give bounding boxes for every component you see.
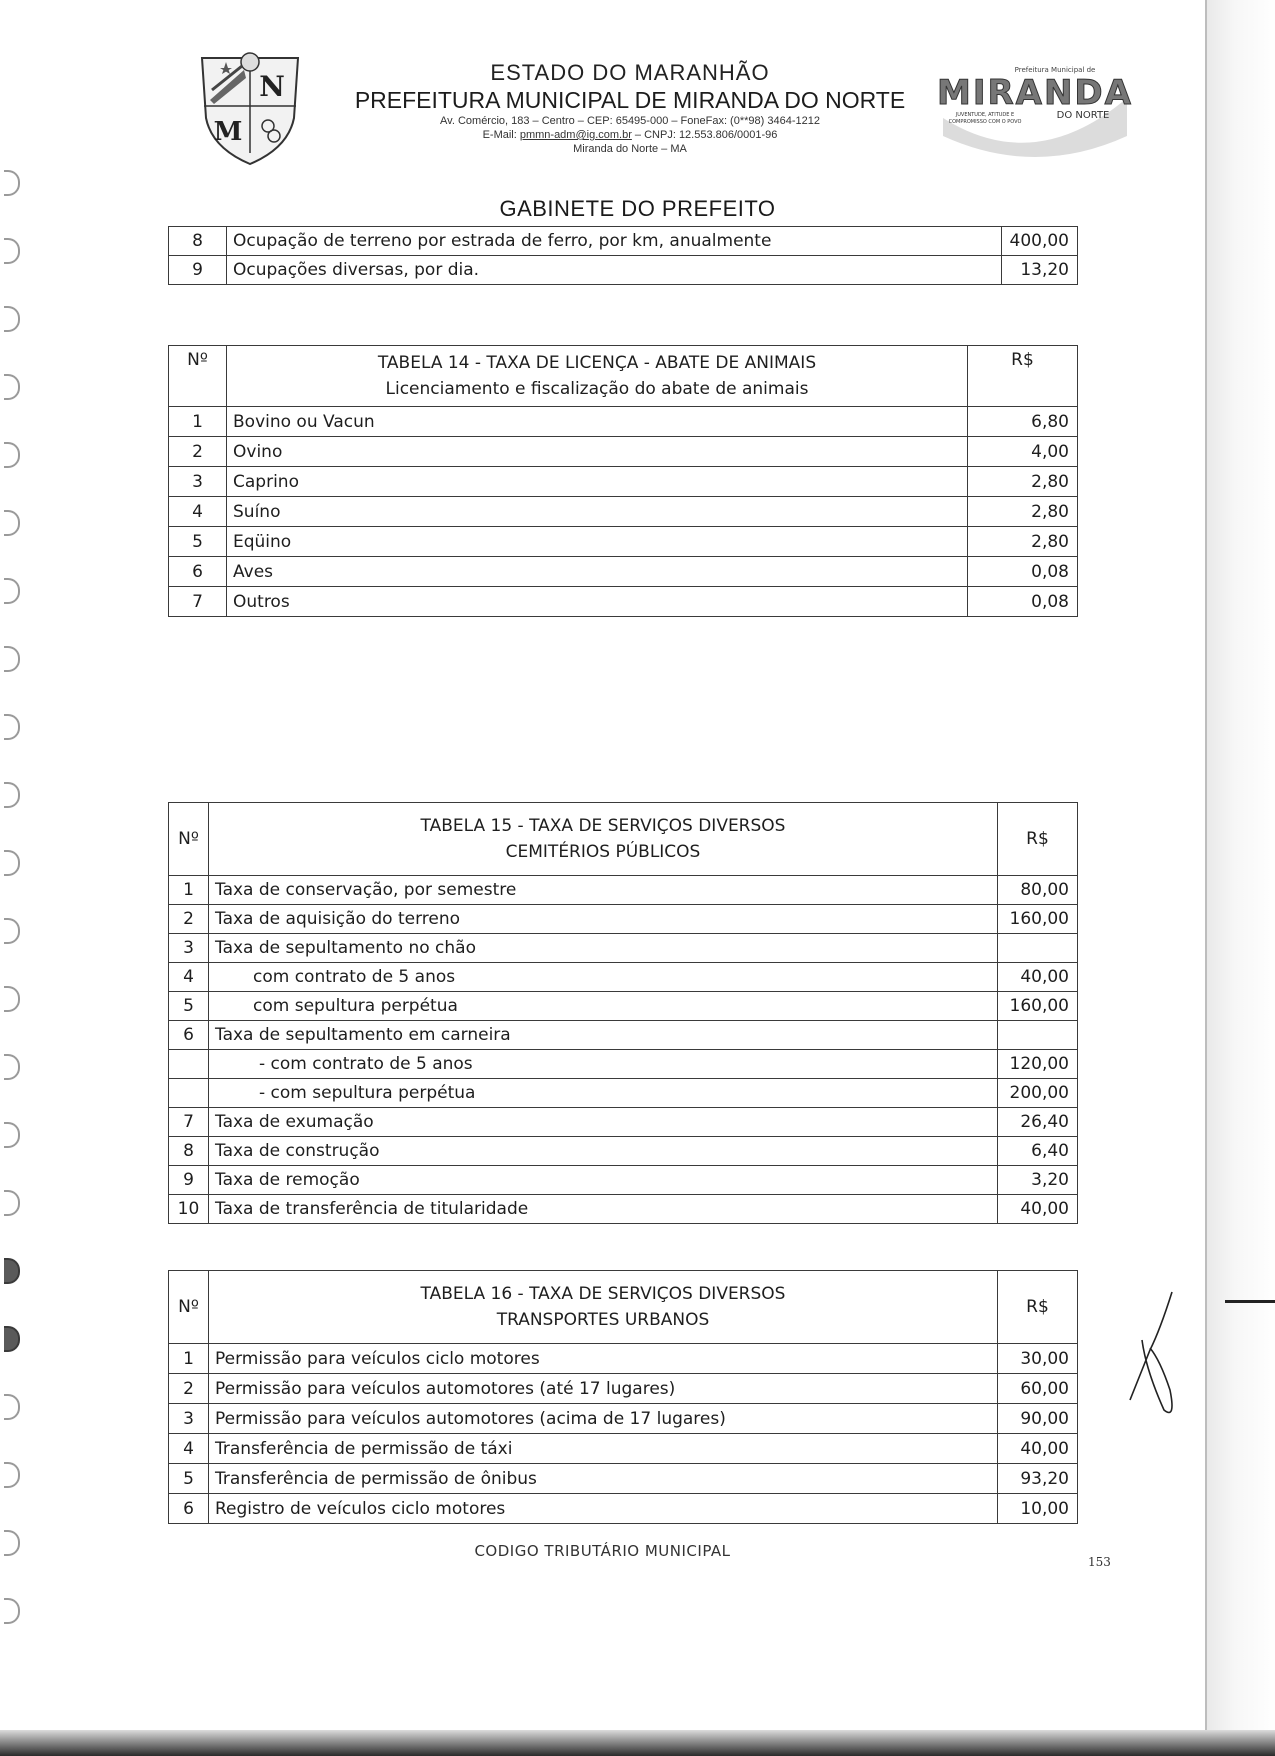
row-description: com sepultura perpétua [209, 992, 998, 1021]
row-number: 4 [169, 497, 227, 527]
row-number: 2 [169, 437, 227, 467]
row-description: Taxa de construção [209, 1137, 998, 1166]
row-number: 9 [169, 1166, 209, 1195]
table-row [169, 1166, 1078, 1195]
table-row [169, 1464, 1078, 1494]
row-description: Registro de veículos ciclo motores [209, 1494, 998, 1524]
row-description: Taxa de exumação [209, 1108, 998, 1137]
table-15-col-num: Nº [169, 803, 209, 876]
row-description: Permissão para veículos ciclo motores [209, 1344, 998, 1374]
row-value: 93,20 [998, 1464, 1078, 1494]
binding-ring [4, 578, 20, 604]
table-row [169, 905, 1078, 934]
row-description: com contrato de 5 anos [209, 963, 998, 992]
email-link[interactable]: pmmn-adm@ig.com.br [519, 129, 632, 141]
row-value [998, 934, 1078, 963]
table-row [169, 1434, 1078, 1464]
svg-text:JUVENTUDE, ATITUDE E: JUVENTUDE, ATITUDE E [955, 112, 1015, 118]
row-number: 5 [169, 1464, 209, 1494]
margin-mark [1225, 1300, 1275, 1303]
row-number: 6 [169, 557, 227, 587]
row-description: Aves [227, 557, 968, 587]
table-16-title: TABELA 16 - TAXA DE SERVIÇOS DIVERSOS [420, 1284, 786, 1304]
row-number: 3 [169, 934, 209, 963]
table-row [169, 1344, 1078, 1374]
table-14-subtitle: Licenciamento e fiscalização do abate de animais [385, 379, 809, 399]
svg-text:M: M [213, 117, 243, 147]
row-value: 30,00 [998, 1344, 1078, 1374]
binding-ring [4, 1258, 20, 1284]
table-row [169, 227, 1078, 256]
row-number: 8 [169, 1137, 209, 1166]
row-number: 2 [169, 905, 209, 934]
table-row [169, 1021, 1078, 1050]
prefecture-name: PREFEITURA MUNICIPAL DE MIRANDA DO NORTE [354, 87, 906, 113]
row-description: - com sepultura perpétua [209, 1079, 998, 1108]
row-description: Taxa de conservação, por semestre [209, 876, 998, 905]
binding-ring [4, 1190, 20, 1216]
row-value: 0,08 [968, 587, 1078, 617]
table-14-title: TABELA 14 - TAXA DE LICENÇA - ABATE DE ANIMAIS [377, 353, 817, 373]
table-14-title-cell [227, 346, 968, 407]
table-15-col-value: R$ [998, 803, 1078, 876]
table-row [169, 557, 1078, 587]
binding-ring [4, 714, 20, 740]
row-description: Transferência de permissão de táxi [209, 1434, 998, 1464]
table-row [169, 1404, 1078, 1434]
document-footer: CODIGO TRIBUTÁRIO MUNICIPAL [474, 1542, 731, 1560]
row-number: 6 [169, 1021, 209, 1050]
row-number: 1 [169, 407, 227, 437]
row-description: Taxa de transferência de titularidade [209, 1195, 998, 1224]
row-number: 4 [169, 963, 209, 992]
row-description: Permissão para veículos automotores (até 17 lugares) [209, 1374, 998, 1404]
table-row [169, 876, 1078, 905]
row-number: 1 [169, 1344, 209, 1374]
row-description: Taxa de sepultamento no chão [209, 934, 998, 963]
row-number: 8 [169, 227, 227, 256]
table-row [169, 437, 1078, 467]
svg-text:MIRANDA: MIRANDA [937, 73, 1133, 113]
table-row [169, 467, 1078, 497]
row-value [998, 1021, 1078, 1050]
table-15-title: TABELA 15 - TAXA DE SERVIÇOS DIVERSOS [420, 816, 786, 836]
row-number: 5 [169, 992, 209, 1021]
binding-ring [4, 306, 20, 332]
table-16 [168, 1270, 1078, 1524]
table-16-col-value: R$ [998, 1271, 1078, 1344]
row-value: 160,00 [998, 992, 1078, 1021]
table-16-title-cell [209, 1271, 998, 1344]
svg-text:N: N [259, 70, 285, 103]
row-value: 2,80 [968, 527, 1078, 557]
row-description: Eqüino [227, 527, 968, 557]
svg-text:DO NORTE: DO NORTE [1056, 110, 1110, 121]
binding-ring [4, 1462, 20, 1488]
row-value: 10,00 [998, 1494, 1078, 1524]
row-description: Bovino ou Vacun [227, 407, 968, 437]
state-name: ESTADO DO MARANHÃO [490, 60, 770, 85]
row-description: Outros [227, 587, 968, 617]
binding-ring [4, 238, 20, 264]
row-description: - com contrato de 5 anos [209, 1050, 998, 1079]
row-description: Transferência de permissão de ônibus [209, 1464, 998, 1494]
table-row [169, 497, 1078, 527]
table-row [169, 1374, 1078, 1404]
table-row [169, 587, 1078, 617]
binding-ring [4, 510, 20, 536]
binding-ring [4, 1326, 20, 1352]
row-number [169, 1050, 209, 1079]
row-value: 80,00 [998, 876, 1078, 905]
binding-ring [4, 646, 20, 672]
row-value: 2,80 [968, 467, 1078, 497]
table-row [169, 1108, 1078, 1137]
row-description: Ovino [227, 437, 968, 467]
row-value: 400,00 [1002, 227, 1078, 256]
svg-text:COMPROMISSO COM O POVO: COMPROMISSO COM O POVO [948, 119, 1022, 125]
row-number: 3 [169, 467, 227, 497]
page-edge [1205, 0, 1275, 1756]
table-row [169, 1079, 1078, 1108]
row-value: 0,08 [968, 557, 1078, 587]
row-value: 3,20 [998, 1166, 1078, 1195]
row-number: 2 [169, 1374, 209, 1404]
table-15-subtitle: CEMITÉRIOS PÚBLICOS [505, 842, 701, 862]
binding-ring [4, 1122, 20, 1148]
table-16-col-num: Nº [169, 1271, 209, 1344]
contact-line [320, 128, 940, 142]
row-value: 4,00 [968, 437, 1078, 467]
row-value: 26,40 [998, 1108, 1078, 1137]
table-14-col-num: Nº [169, 346, 227, 407]
table-15 [168, 802, 1078, 1224]
page-number: 153 [1088, 1555, 1111, 1569]
binding-ring [4, 374, 20, 400]
row-description: Taxa de aquisição do terreno [209, 905, 998, 934]
svg-text:Prefeitura Municipal de: Prefeitura Municipal de [1014, 66, 1096, 74]
row-value: 6,80 [968, 407, 1078, 437]
row-value: 40,00 [998, 963, 1078, 992]
row-value: 40,00 [998, 1195, 1078, 1224]
row-description: Ocupações diversas, por dia. [227, 256, 1002, 285]
row-number: 3 [169, 1404, 209, 1434]
row-description: Permissão para veículos automotores (acima de 17 lugares) [209, 1404, 998, 1434]
table-14-col-value: R$ [968, 346, 1078, 407]
row-description: Suíno [227, 497, 968, 527]
row-number [169, 1079, 209, 1108]
row-number: 1 [169, 876, 209, 905]
binding-ring [4, 170, 20, 196]
office-title: GABINETE DO PREFEITO [499, 196, 776, 221]
table-row [169, 407, 1078, 437]
table-row [169, 256, 1078, 285]
table-row [169, 934, 1078, 963]
row-value: 13,20 [1002, 256, 1078, 285]
table-15-title-cell [209, 803, 998, 876]
row-value: 90,00 [998, 1404, 1078, 1434]
binding-ring [4, 850, 20, 876]
row-number: 5 [169, 527, 227, 557]
cnpj-text: – CNPJ: 12.553.806/0001-96 [631, 129, 778, 141]
row-number: 9 [169, 256, 227, 285]
table-row [169, 527, 1078, 557]
binding-ring [4, 1054, 20, 1080]
table-row [169, 992, 1078, 1021]
binding-ring [4, 1394, 20, 1420]
table-row [169, 1050, 1078, 1079]
letterhead [320, 60, 940, 156]
binding-ring [4, 782, 20, 808]
table-row [169, 1137, 1078, 1166]
email-label: E-Mail: [482, 129, 520, 141]
miranda-logo-icon [935, 58, 1135, 158]
table-13-continuation [168, 226, 1078, 285]
table-14 [168, 345, 1078, 617]
row-number: 7 [169, 1108, 209, 1137]
municipal-crest-icon [198, 48, 302, 166]
row-value: 2,80 [968, 497, 1078, 527]
row-number: 6 [169, 1494, 209, 1524]
table-16-subtitle: TRANSPORTES URBANOS [496, 1310, 710, 1330]
binding-ring [4, 986, 20, 1012]
spiral-binding [2, 170, 26, 1670]
binding-ring [4, 1598, 20, 1624]
row-number: 4 [169, 1434, 209, 1464]
row-value: 60,00 [998, 1374, 1078, 1404]
table-row [169, 1494, 1078, 1524]
address-line: Av. Comércio, 183 – Centro – CEP: 65495-000 – FoneFax: (0**98) 3464-1212 [440, 115, 820, 127]
row-value: 200,00 [998, 1079, 1078, 1108]
row-description: Ocupação de terreno por estrada de ferro, por km, anualmente [227, 227, 1002, 256]
row-number: 10 [169, 1195, 209, 1224]
row-description: Caprino [227, 467, 968, 497]
table-row [169, 1195, 1078, 1224]
scanner-bottom-edge [0, 1730, 1275, 1756]
row-value: 6,40 [998, 1137, 1078, 1166]
handwritten-initial-icon [1120, 1290, 1200, 1420]
row-description: Taxa de sepultamento em carneira [209, 1021, 998, 1050]
city-line: Miranda do Norte – MA [573, 143, 687, 155]
row-value: 160,00 [998, 905, 1078, 934]
binding-ring [4, 442, 20, 468]
row-description: Taxa de remoção [209, 1166, 998, 1195]
row-value: 120,00 [998, 1050, 1078, 1079]
row-number: 7 [169, 587, 227, 617]
binding-ring [4, 918, 20, 944]
row-value: 40,00 [998, 1434, 1078, 1464]
table-row [169, 963, 1078, 992]
